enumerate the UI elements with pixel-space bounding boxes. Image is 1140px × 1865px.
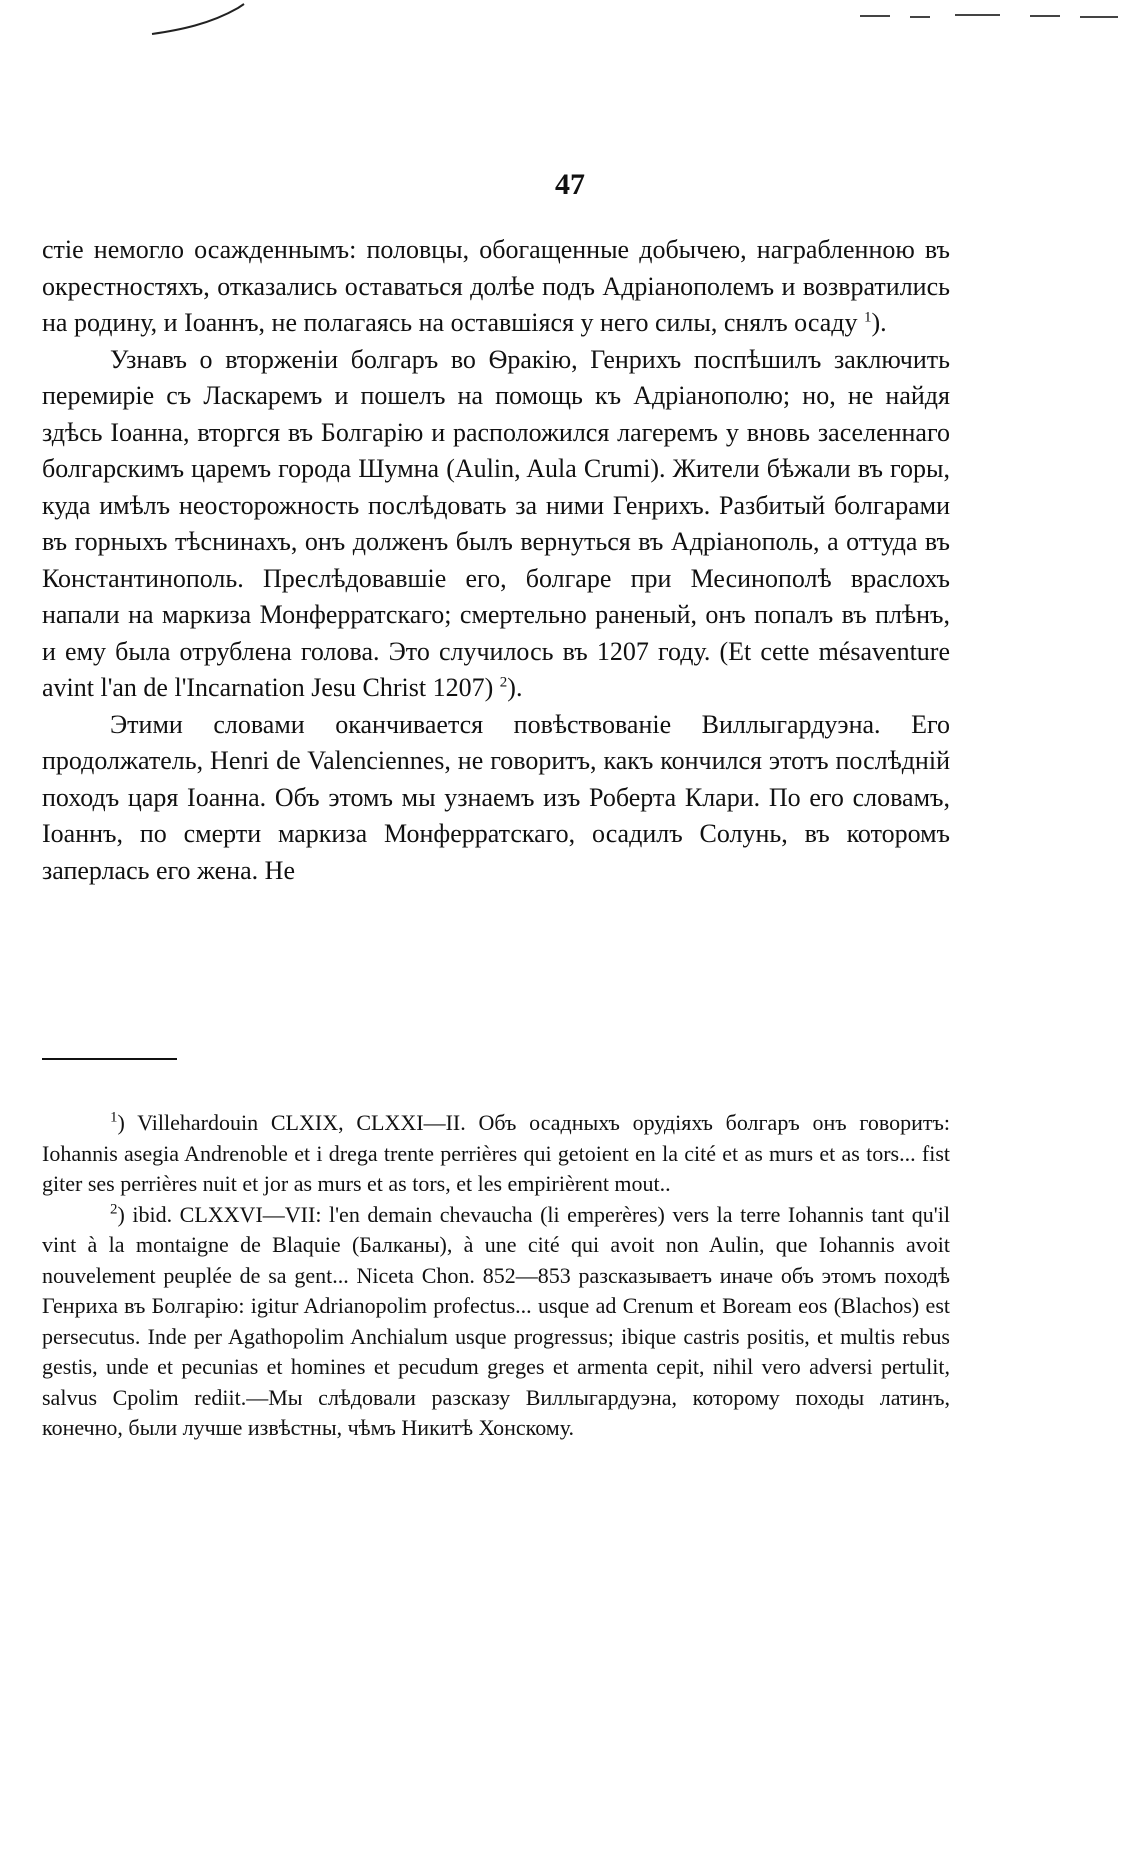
paragraph-2 — [42, 342, 950, 707]
paragraph-1-tail: ). — [871, 308, 887, 337]
footnote-2: $^2$) ibid. CLXXVI—VII: l'en demain chevaucha (li emperères) vers la terre Iohannis tant qu'il vint à la montaigne de Blaquie (Балканы), à une cité qui avoit non Aulin, que Iohannis avoit nouvelement peuplée de sa gent... Niceta Chon. 852—853 разсказываетъ иначе объ этомъ походѣ Генриха въ Болгарію: igitur Adrianopolim profectus... usque ad Crenum et Boream eos (Blachos) est persecutus. Inde per Agathopolim Anchialum usque progressus; ibique castris positis, et multis rebus gestis, unde et pecunias et homines et pecudum greges et armenta cepit, nihil vero adversi pertulit, salvus Cpolim rediit.—Мы слѣдовали разсказу Виллыгардуэна, которому походы латинъ, конечно, были лучше извѣстны, чѣмъ Никитѣ Хонскому. — [42, 1201, 950, 1440]
paragraph-1 — [42, 232, 950, 342]
footnote-1: $^1$) Villehardouin CLXIX, CLXXI—II. Объ осадныхъ орудіяхъ болгаръ онъ говоритъ: Iohannis asegia Andrenoble et i drega trente perrières qui getoient en la cité et as murs et as tors... fist giter ses perrières nuit et jor as murs et as tors, et les empirièrent mout.. — [42, 1109, 950, 1196]
footnote-1-marker: 1 — [110, 1109, 118, 1126]
footnote-2-text: ibid. CLXXVI—VII: l'en demain chevaucha (li emperères) vers la terre Iohannis tant qu'il vint à la montaigne de Blaquie (Балканы), à une cité qui avoit non Aulin, que Iohannis avoit nouvelement peuplée de sa gent... Niceta Chon. 852—853 разсказываетъ иначе объ этомъ походѣ Генриха въ Болгарію: igitur Adrianopolim profectus... usque ad Crenum et Boream eos (Blachos) est persecutus. Inde per Agathopolim Anchialum usque progressus; ibique castris positis, et multis rebus gestis, unde et pecunias et homines et pecudum greges et armenta cepit, nihil vero adversi pertulit, salvus Cpolim rediit.—Мы слѣдовали разсказу Виллыгардуэна, которому походы латинъ, конечно, были лучше извѣстны, чѣмъ Никитѣ Хонскому. — [42, 1201, 950, 1440]
paragraph-3-text: Этими словами оканчивается повѣствованіе Виллыгардуэна. Его продолжатель, Henri de Valenciennes, не говоритъ, какъ кончился этотъ послѣдній походъ царя Іоанна. Объ этомъ мы узнаемъ изъ Роберта Клари. По его словамъ, Іоаннъ, по смерти маркиза Монферратскаго, осадилъ Солунь, въ которомъ заперлась его жена. Не — [42, 709, 950, 885]
main-text — [42, 232, 950, 889]
paragraph-3 — [42, 707, 950, 890]
paragraph-2-text: Узнавъ о вторженіи болгаръ во Ѳракію, Генрихъ поспѣшилъ заключить перемиріе съ Ласкаремъ и пошелъ на помощь къ Адріанополю; но, не найдя здѣсь Іоанна, вторгся въ Болгарію и расположился лагеремъ у вновь заселеннаго болгарскимъ царемъ города Шумна (Aulin, Aula Crumi). Жители бѣжали въ горы, куда имѣлъ неосторожность послѣдовать за ними Генрихъ. Разбитый болгарами въ горныхъ тѣснинахъ, онъ долженъ былъ вернуться въ Адріанополь, а оттуда въ Константинополь. Преслѣдовавшіе его, болгаре при Месинополѣ враслохъ напали на маркиза Монферратскаго; смертельно раненый, онъ попалъ въ плѣнъ, и ему была отрублена голова. Это случилось въ 1207 году. (Et cette mésaventure avint l'an de l'Incarnation Jesu Christ 1207) — [42, 344, 950, 702]
paragraph-1-text: стіе немогло осажденнымъ: половцы, обогащенные добычею, награбленною въ окрестностяхъ, отказались оставаться долѣе подъ Адріанополемъ и возвратились на родину, и Іоаннъ, не полагаясь на оставшіяся у него силы, снялъ осаду — [42, 235, 950, 337]
footnote-ref-1: 1 — [863, 309, 872, 326]
footnote-2-marker: 2 — [110, 1201, 118, 1218]
paragraph-2-tail: ). — [507, 673, 523, 702]
scan-pen-mark — [150, 0, 270, 40]
footnote-separator — [42, 1058, 177, 1060]
footnote-ref-2: 2 — [499, 674, 508, 691]
page-number: 47 — [555, 168, 585, 201]
scan-edge-marks — [860, 0, 1120, 40]
footnote-1-text: Villehardouin CLXIX, CLXXI—II. Объ осадныхъ орудіяхъ болгаръ онъ говоритъ: Iohannis asegia Andrenoble et i drega trente perrières qui getoient en la cité et as murs et as tors... fist giter ses perrières nuit et jor as murs et as tors, et les empirièrent mout.. — [42, 1110, 950, 1196]
footnotes — [42, 1108, 950, 1444]
